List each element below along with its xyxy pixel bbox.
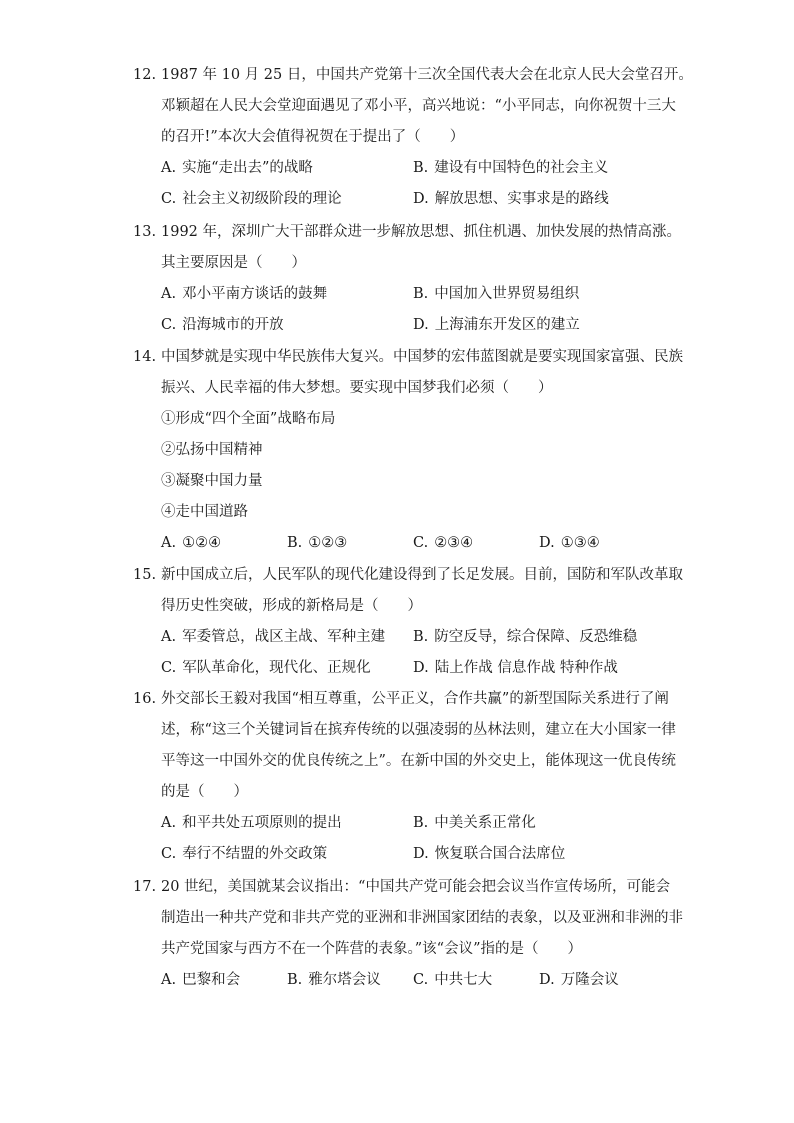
option-b[interactable]: B. ①②③ — [287, 535, 348, 551]
option-c[interactable]: C. 奉行不结盟的外交政策 — [161, 846, 328, 862]
option-d[interactable]: D. 解放思想、实事求是的路线 — [413, 191, 609, 207]
option-b[interactable]: B. 中国加入世界贸易组织 — [413, 286, 580, 302]
question-stem — [161, 684, 676, 808]
option-a[interactable]: A. 和平共处五项原则的提出 — [161, 815, 342, 831]
options — [161, 965, 673, 996]
option-c[interactable]: C. 社会主义初级阶段的理论 — [161, 191, 342, 207]
question-13 — [133, 217, 682, 341]
stem-line: 外交部长王毅对我国“相互尊重，公平正义，合作共赢”的新型国际关系进行了阐 — [161, 691, 669, 707]
stem-line: 制造出一种共产党和非共产党的亚洲和非洲国家团结的表象，以及亚洲和非洲的非 — [161, 910, 683, 926]
question-number: 12. — [133, 67, 157, 83]
stem-line: 共产党国家与西方不在一个阵营的表象。”该“会议”指的是（ ） — [161, 941, 582, 957]
stem-line: 述，称“这三个关键词旨在摈弃传统的以强凌弱的丛林法则，建立在大小国家一律 — [161, 722, 676, 738]
stem-line: 其主要原因是（ ） — [161, 255, 306, 271]
option-c[interactable]: C. 中共七大 — [413, 972, 493, 988]
statement-4: ④走中国道路 — [161, 504, 248, 520]
option-d[interactable]: D. 恢复联合国合法席位 — [413, 846, 566, 862]
stem-line: 1987 年 10 月 25 日，中国共产党第十三次全国代表大会在北京人民大会堂召开。 — [161, 67, 693, 83]
question-stem — [161, 560, 683, 622]
options — [161, 279, 673, 341]
option-d[interactable]: D. 上海浦东开发区的建立 — [413, 317, 580, 333]
statement-1: ①形成“四个全面”战略布局 — [161, 411, 336, 427]
option-a[interactable]: A. 邓小平南方谈话的鼓舞 — [161, 286, 328, 302]
question-stem — [161, 60, 693, 153]
question-number: 17. — [133, 879, 157, 895]
question-12 — [133, 60, 693, 215]
option-a[interactable]: A. 巴黎和会 — [161, 972, 241, 988]
question-stem — [161, 872, 683, 965]
option-a[interactable]: A. 军委管总，战区主战、军种主建 — [161, 629, 386, 645]
question-16 — [133, 684, 676, 870]
option-c[interactable]: C. 沿海城市的开放 — [161, 317, 284, 333]
question-stem — [161, 217, 682, 279]
option-a[interactable]: A. ①②④ — [161, 535, 222, 551]
stem-line: 1992 年，深圳广大干部群众进一步解放思想、抓住机遇、加快发展的热情高涨。 — [161, 224, 682, 240]
statement-3: ③凝聚中国力量 — [161, 473, 263, 489]
question-17 — [133, 872, 683, 996]
statement-2: ②弘扬中国精神 — [161, 442, 263, 458]
stem-line: 邓颖超在人民大会堂迎面遇见了邓小平，高兴地说：“小平同志，向你祝贺十三大 — [161, 98, 676, 114]
option-a[interactable]: A. 实施“走出去”的战略 — [161, 160, 313, 176]
options — [161, 808, 673, 870]
option-b[interactable]: B. 中美关系正常化 — [413, 815, 536, 831]
option-d[interactable]: D. 陆上作战 信息作战 特种作战 — [413, 660, 618, 676]
question-stem — [161, 342, 683, 404]
stem-line: 20 世纪，美国就某会议指出：“中国共产党可能会把会议当作宣传场所，可能会 — [161, 879, 670, 895]
options — [161, 153, 673, 215]
stem-line: 振兴、人民幸福的伟大梦想。要实现中国梦我们必须（ ） — [161, 380, 553, 396]
option-d[interactable]: D. 万隆会议 — [539, 972, 619, 988]
stem-line: 的召开!”本次大会值得祝贺在于提出了（ ） — [161, 129, 465, 145]
option-b[interactable]: B. 雅尔塔会议 — [287, 972, 381, 988]
option-c[interactable]: C. 军队革命化，现代化、正规化 — [161, 660, 371, 676]
options — [161, 622, 673, 684]
question-14 — [133, 342, 683, 559]
stem-line: 得历史性突破，形成的新格局是（ ） — [161, 598, 422, 614]
question-15 — [133, 560, 683, 684]
stem-line: 中国梦就是实现中华民族伟大复兴。中国梦的宏伟蓝图就是要实现国家富强、民族 — [161, 349, 683, 365]
stem-line: 的是（ ） — [161, 784, 248, 800]
option-b[interactable]: B. 建设有中国特色的社会主义 — [413, 160, 609, 176]
stem-line: 新中国成立后，人民军队的现代化建设得到了长足发展。目前，国防和军队改革取 — [161, 567, 683, 583]
stem-line: 平等这一中国外交的优良传统之上”。在新中国的外交史上，能体现这一优良传统 — [161, 753, 676, 769]
option-b[interactable]: B. 防空反导，综合保障、反恐维稳 — [413, 629, 638, 645]
option-d[interactable]: D. ①③④ — [539, 535, 600, 551]
question-number: 14. — [133, 349, 157, 365]
question-number: 15. — [133, 567, 157, 583]
option-c[interactable]: C. ②③④ — [413, 535, 474, 551]
question-number: 16. — [133, 691, 157, 707]
options — [161, 528, 673, 559]
question-number: 13. — [133, 224, 157, 240]
